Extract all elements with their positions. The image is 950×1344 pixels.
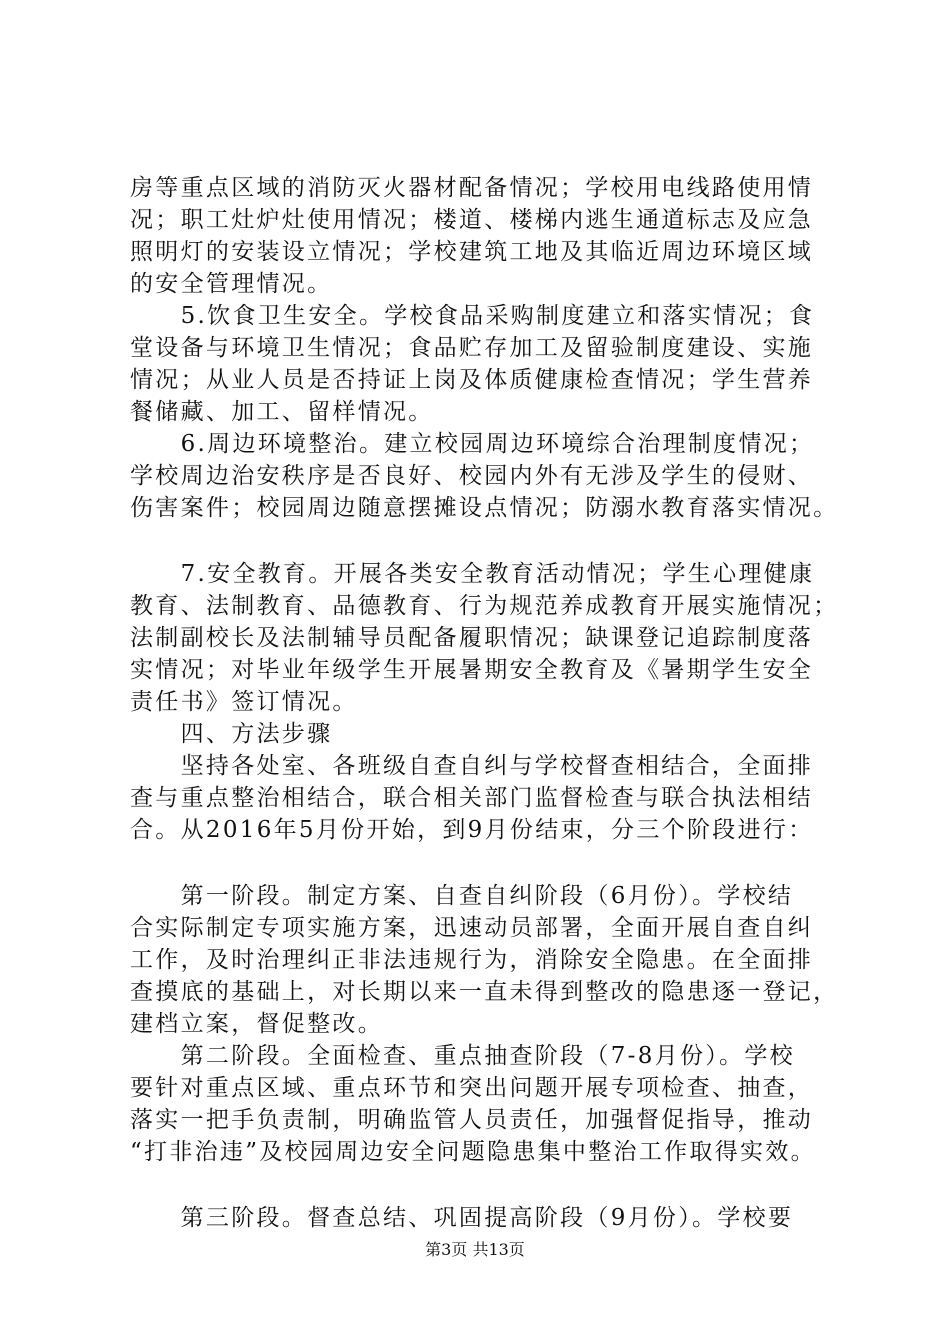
text-line: 情况；从业人员是否持证上岗及体质健康检查情况；学生营养 [130,367,814,393]
text-line: 工作，及时治理纠正非法违规行为，消除安全隐患。在全面排 [130,947,814,973]
text-line: 第三阶段。督查总结、巩固提高阶段（9月份）。学校要 [130,1205,794,1231]
text-line: 查摸底的基础上，对长期以来一直未得到整改的隐患逐一登记， [130,979,839,1005]
text-line: 伤害案件；校园周边随意摆摊设点情况；防溺水教育落实情况。 [130,495,839,521]
page-footer: 第3页 共13页 [425,1240,525,1259]
text-line: 法制副校长及法制辅导员配备履职情况；缺课登记追踪制度落 [130,625,814,651]
document-body [130,172,850,1234]
text-line: 查与重点整治相结合，联合相关部门监督检查与联合执法相结 [130,785,814,811]
paragraph-gap [130,1168,850,1202]
text-line: 7.安全教育。开展各类安全教育活动情况；学生心理健康 [130,561,815,587]
text-line: 建档立案，督促整改。 [130,1011,383,1037]
paragraph-gap [130,846,850,880]
text-line: 的安全管理情况。 [130,271,333,297]
text-line: 第一阶段。制定方案、自查自纠阶段（6月份）。学校结 [130,883,794,909]
text-line: 照明灯的安装设立情况；学校建筑工地及其临近周边环境区域 [130,239,814,265]
text-line: 教育、法制教育、品德教育、行为规范养成教育开展实施情况； [130,593,839,619]
text-line: 第二阶段。全面检查、重点抽查阶段（7-8月份）。学校 [130,1043,795,1069]
text-line: 学校周边治安秩序是否良好、校园内外有无涉及学生的侵财、 [130,463,814,489]
text-line: 餐储藏、加工、留样情况。 [130,399,434,425]
text-line: 合实际制定专项实施方案，迅速动员部署，全面开展自查自纠 [130,915,814,941]
text-line: 坚持各处室、各班级自查自纠与学校督查相结合，全面排 [130,753,814,779]
text-line: 四、方法步骤 [130,721,333,747]
text-line: 实情况；对毕业年级学生开展暑期安全教育及《暑期学生安全 [130,657,814,683]
text-line: 落实一把手负责制，明确监管人员责任，加强督促指导，推动 [130,1107,814,1133]
text-line: 6.周边环境整治。建立校园周边环境综合治理制度情况； [130,431,815,457]
text-line: 房等重点区域的消防灭火器材配备情况；学校用电线路使用情 [130,175,814,201]
text-line: 要针对重点区域、重点环节和突出问题开展专项检查、抽查， [130,1075,814,1101]
text-line: 合。从2016年5月份开始，到9月份结束，分三个阶段进行： [130,817,814,843]
text-line: 堂设备与环境卫生情况；食品贮存加工及留验制度建设、实施 [130,335,814,361]
text-line: 况；职工灶炉灶使用情况；楼道、楼梯内逃生通道标志及应急 [130,207,814,233]
text-line: 责任书》签订情况。 [130,689,358,715]
text-line: 5.饮食卫生安全。学校食品采购制度建立和落实情况；食 [130,303,815,329]
paragraph-gap [130,524,850,558]
text-line: “打非治违”及校园周边安全问题隐患集中整治工作取得实效。 [130,1139,816,1165]
